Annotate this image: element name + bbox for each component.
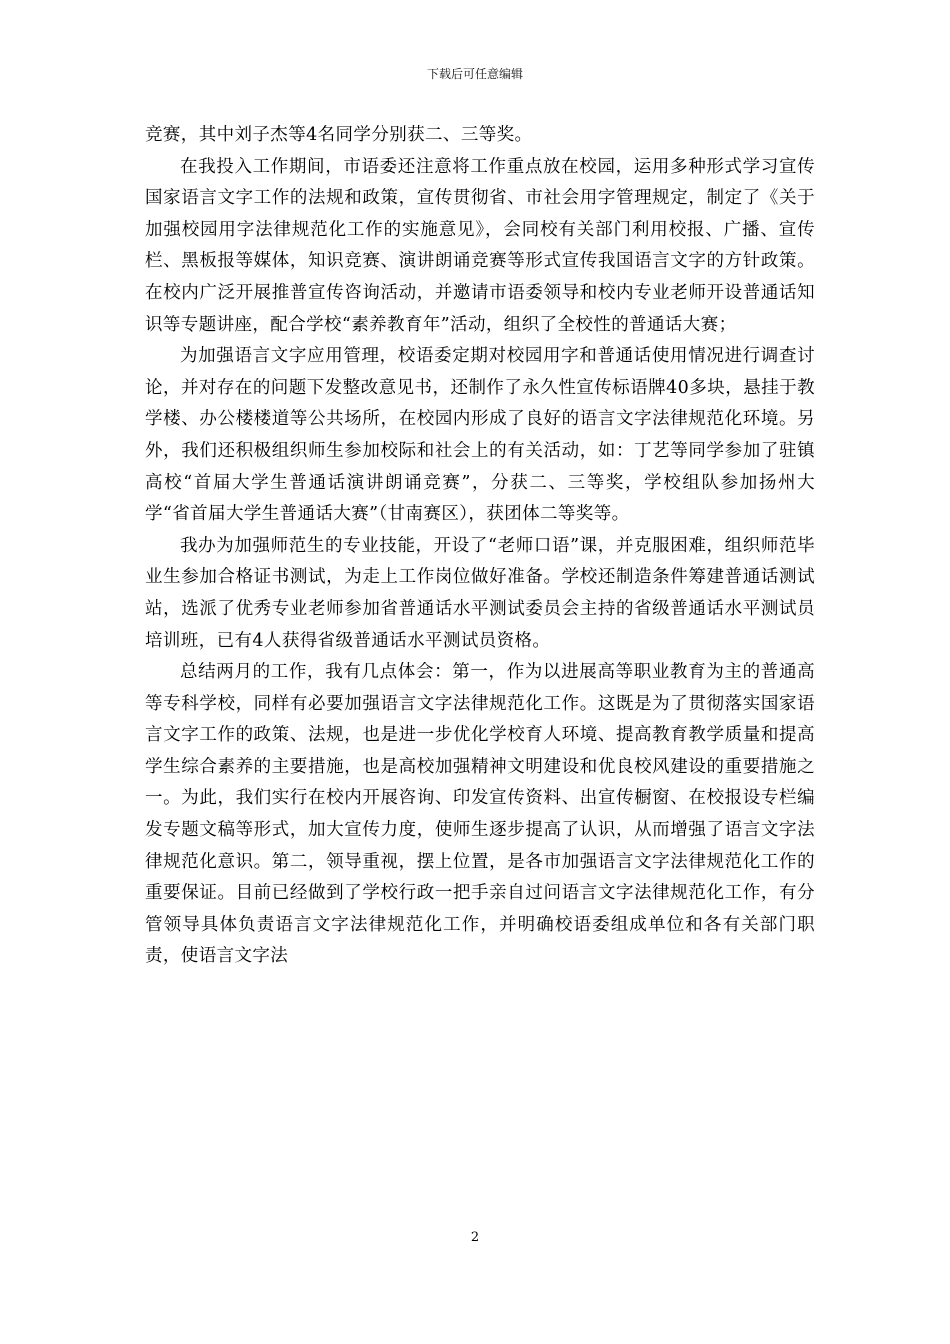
paragraph-teacher-training: 我办为加强师范生的专业技能，开设了“老师口语”课，并克服困难，组织师范毕业生参加合格证书测试，为走上工作岗位做好准备。学校还制造条件筹建普通话测试站，选派了优秀专业老师参加省普通话水平测试委员会主持的省级普通话水平测试员培训班，已有4人获得省级普通话水平测试员资格。 xyxy=(145,535,815,651)
paragraph-language-management: 为加强语言文字应用管理，校语委定期对校园用字和普通话使用情况进行调查讨论，并对存在的问题下发整改意见书，还制作了永久性宣传标语牌40多块，悬挂于教学楼、办公楼楼道等公共场所，在校园内形成了良好的语言文字法律规范化环境。另外，我们还积极组织师生参加校际和社会上的有关活动，如：丁艺等同学参加了驻镇高校“首届大学生普通话演讲朗诵竞赛”，分获二、三等奖，学校组队参加扬州大学“省首届大学生普通话大赛”（甘南赛区），获团体二等奖等。 xyxy=(145,346,815,525)
paragraph-campus-publicity: 在我投入工作期间，市语委还注意将工作重点放在校园，运用多种形式学习宣传国家语言文字工作的法规和政策，宣传贯彻省、市社会用字管理规定，制定了《关于加强校园用字法律规范化工作的实施意见》，会同校有关部门利用校报、广播、宣传栏、黑板报等媒体，知识竞赛、演讲朗诵竞赛等形式宣传我国语言文字的方针政策。在校内广泛开展推普宣传咨询活动，并邀请市语委领导和校内专业老师开设普通话知识等专题讲座，配合学校“素养教育年”活动，组织了全校性的普通话大赛； xyxy=(145,156,815,335)
page-number: 2 xyxy=(470,1230,480,1245)
paragraph-summary: 总结两月的工作，我有几点体会：第一，作为以进展高等职业教育为主的普通高等专科学校，同样有必要加强语言文字法律规范化工作。这既是为了贯彻落实国家语言文字工作的政策、法规，也是进一步优化学校育人环境、提高教育教学质量和提高学生综合素养的主要措施，也是高校加强精神文明建设和优良校风建设的重要措施之一。为此，我们实行在校内开展咨询、印发宣传资料、出宣传橱窗、在校报设专栏编发专题文稿等形式，加大宣传力度，使师生逐步提高了认识，从而增强了语言文字法律规范化意识。第二，领导重视，摆上位置，是各市加强语言文字法律规范化工作的重要保证。目前已经做到了学校行政一把手亲自过问语言文字法律规范化工作，有分管领导具体负责语言文字法律规范化工作，并明确校语委组成单位和各有关部门职责，使语言文字法 xyxy=(145,662,815,967)
document-body xyxy=(145,120,815,973)
page-header: 下载后可任意编辑 xyxy=(426,67,523,81)
paragraph-continuation: 竞赛，其中刘子杰等4名同学分别获二、三等奖。 xyxy=(145,125,533,145)
